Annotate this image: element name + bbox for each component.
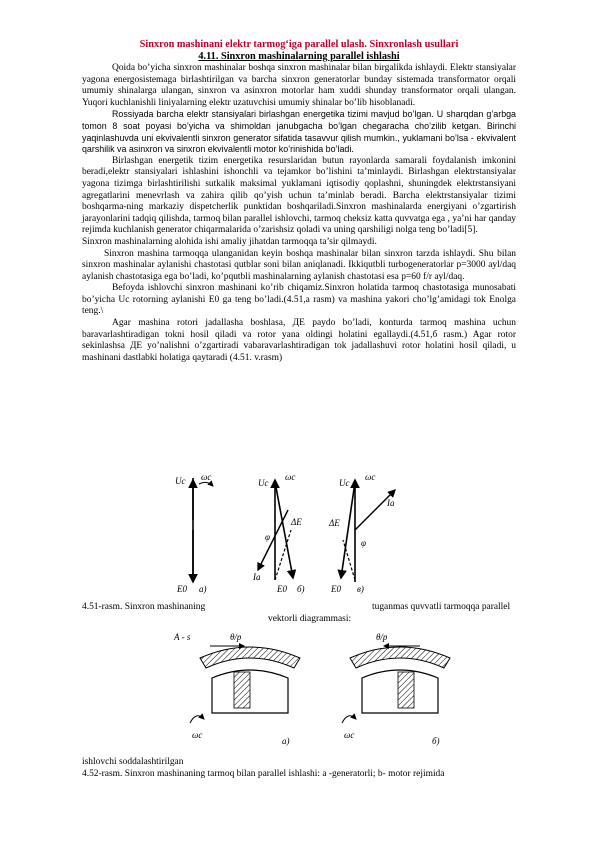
omega-label-a2: ωc [192,730,203,740]
ia-label-b: Ia [253,572,261,582]
caption-left: 4.51-rasm. Sinxron mashinaning [82,602,206,612]
caption-line-2: 4.52-rasm. Sinxron mashinaning tarmoq bilan parallel ishlashi: a -generatorli; b- motor rejimida [82,768,445,779]
machine-a [190,632,300,746]
vector-diagram-figure [155,470,415,600]
paragraph-4: Sinxron mashinalarning alohida ishi amaliy jihatdan tarmoqqa ta’sir qilmaydi. [82,236,377,247]
as-label: A - s [174,632,191,642]
caption-c: в) [357,584,364,594]
diagram-c [328,472,395,594]
parallel-operation-figure [170,628,470,753]
phi-label-c: φ [361,538,366,548]
paragraph-1: Qoida bo’yicha sinxron mashinalar boshqa sinxron mashinalar bilan birgalikda ishlaydi. Elektr stansiyalar yagona energosistemaga birlashtirilgan va barcha sinxron generatorlar bunday sistemada transformator orqali umumiy shinalarga ulangan, sinxron va asinxron motorlar ham xuddi shunday transformator orqali ulangan. Yuqori kuchlanishli liniyalarning elektr uzatuvchisi umumiy shinalar bo’lib hisoblanadi. [82,63,516,108]
caption-line-1: ishlovchi soddalashtirilgan [82,757,184,767]
theta-label-a: θ/p [230,632,242,642]
uc-label-a: Uc [175,476,186,486]
paragraph-3: Birlashgan energetik tizim energetika resurslaridan butun rayonlarda samarali foydalanish imkonini beradi,elektr stansiyalari ishlashini ishonchli va tejamkor bo’lishini ta’minlaydi. Birlashgan elektrstansiyalar yagona tizimga birlashtirilishi sutkalik maksimal yuklamani iqtisodiy qoplashni, shuningdek elektrstansiyani agregatlarini menevrlash va zahira qilib qo’yish uchun ta’minlab beradi. Barcha elektrstansiyalar tizimi boshqarma-ning markaziy dispetcherlik punktidan boshqariladi.Sinxron mashinalarda energiyani o’zgartirish jarayonlarini tadqiq qilishda, tarmoq bilan parallel ishlovchi, tarmoq cheksiz katta quvvatga ega , ya’ni har qanday rejimda kuchlanish generator chiqarmalarida o’zarishsiz qoladi va uning qarshiligi nolga teng bo’ladi[5]. [82,155,516,236]
delta-e-label-c: ΔE [329,518,340,528]
e0-label-a: E0 [177,584,187,594]
caption-right: tuganmas quvvatli tarmoqqa parallel [372,602,511,612]
e0-label-b: E0 [277,584,287,594]
figure-caption-4-52 [82,757,516,781]
paragraph-2: Rossiyada barcha elektr stansiyalari birlashgan energetika tizimi mavjud bo’lgan. U sharqdan g’arbga tomon 8 soat poyasi bo’yicha va shimoldan janubgacha bo’lgan chegaracha cho’zilib ketgan. Birinchi yaqinlashuvda uni ekvivalentli sinxron generator sifatida tasavvur qilish mumkin., yuklamani bo’lsa - ekvivalent qarshilik va asinxron va sinxron ekvivalentli motor ko’rinishida bo’ladi. [82,109,516,155]
caption-a: a) [199,584,207,594]
phi-label-b: φ [265,532,270,542]
theta-label-b: θ/p [376,632,388,642]
omega-label-b: ωc [285,472,296,482]
delta-e-label-b: ΔE [291,517,302,527]
caption-b: б) [297,584,305,594]
section-heading: 4.11. Sinxron mashinalarning parallel ishlashi [198,51,400,62]
uc-label-c: Uc [339,478,350,488]
paragraph-7: Agar mashina rotori jadallasha boshlasa, ДE paydo bo’ladi, konturda tarmoq mashina uchun baravarlashtiradigan tokni hosil qiladi va rotor yana oldingi holatini egallaydi.(4.51,б rasm.) Agar rotor sekinlashsa ДE yo’nalishni o’zgartiradi vabaravarlashtiradigan tok jadallashuvi rotor holatini hosil qiladi, u mashinani dastlabki holatiga qaytaradi (4.51. v.rasm) [82,318,516,363]
machine-b [342,632,450,746]
page-title: Sinxron mashinani elektr tarmog‘iga parallel ulash. Sinxronlash usullari [139,39,459,50]
diagram-b [252,472,305,594]
omega-label-c: ωc [365,472,376,482]
ia-label-c: Ia [387,498,395,508]
caption-b2: б) [432,736,440,746]
paragraph-5: Sinxron mashina tarmoqqa ulanganidan keyin boshqa mashinalar bilan sinxron tarzda ishlaydi. Shu bilan sinxron mashinalar aylanishi chastotasi qutblar soni bilan aniqlanadi. Ikkiqutbli turbogeneratorlar p=3000 ayl/daq aylanish chastotasiga ega bo’ladi, ko’pqutbli mashinalarning aylanish chastotasi esa p=60 f/r ayl/daq. [82,248,516,282]
page-content [82,38,516,364]
caption-a2: a) [282,736,290,746]
uc-label-b: Uc [258,478,269,488]
omega-label-b2: ωc [344,730,355,740]
e0-label-c: E0 [331,584,341,594]
paragraph-6: Befoyda ishlovchi sinxron mashinani ko’rib chiqamiz.Sinxron holatida tarmoq chastotasiga munosabati bo’yicha Uc rotorning aylanishi E0 ga teng bo’ladi.(4.51,a rasm) va mashina yakori cho’lg’amidagi tok Enolga teng.\ [82,283,516,317]
omega-label-a: ωc [201,472,212,482]
caption-center: vektorli diagrammasi: [268,614,352,624]
diagram-a [175,472,213,594]
